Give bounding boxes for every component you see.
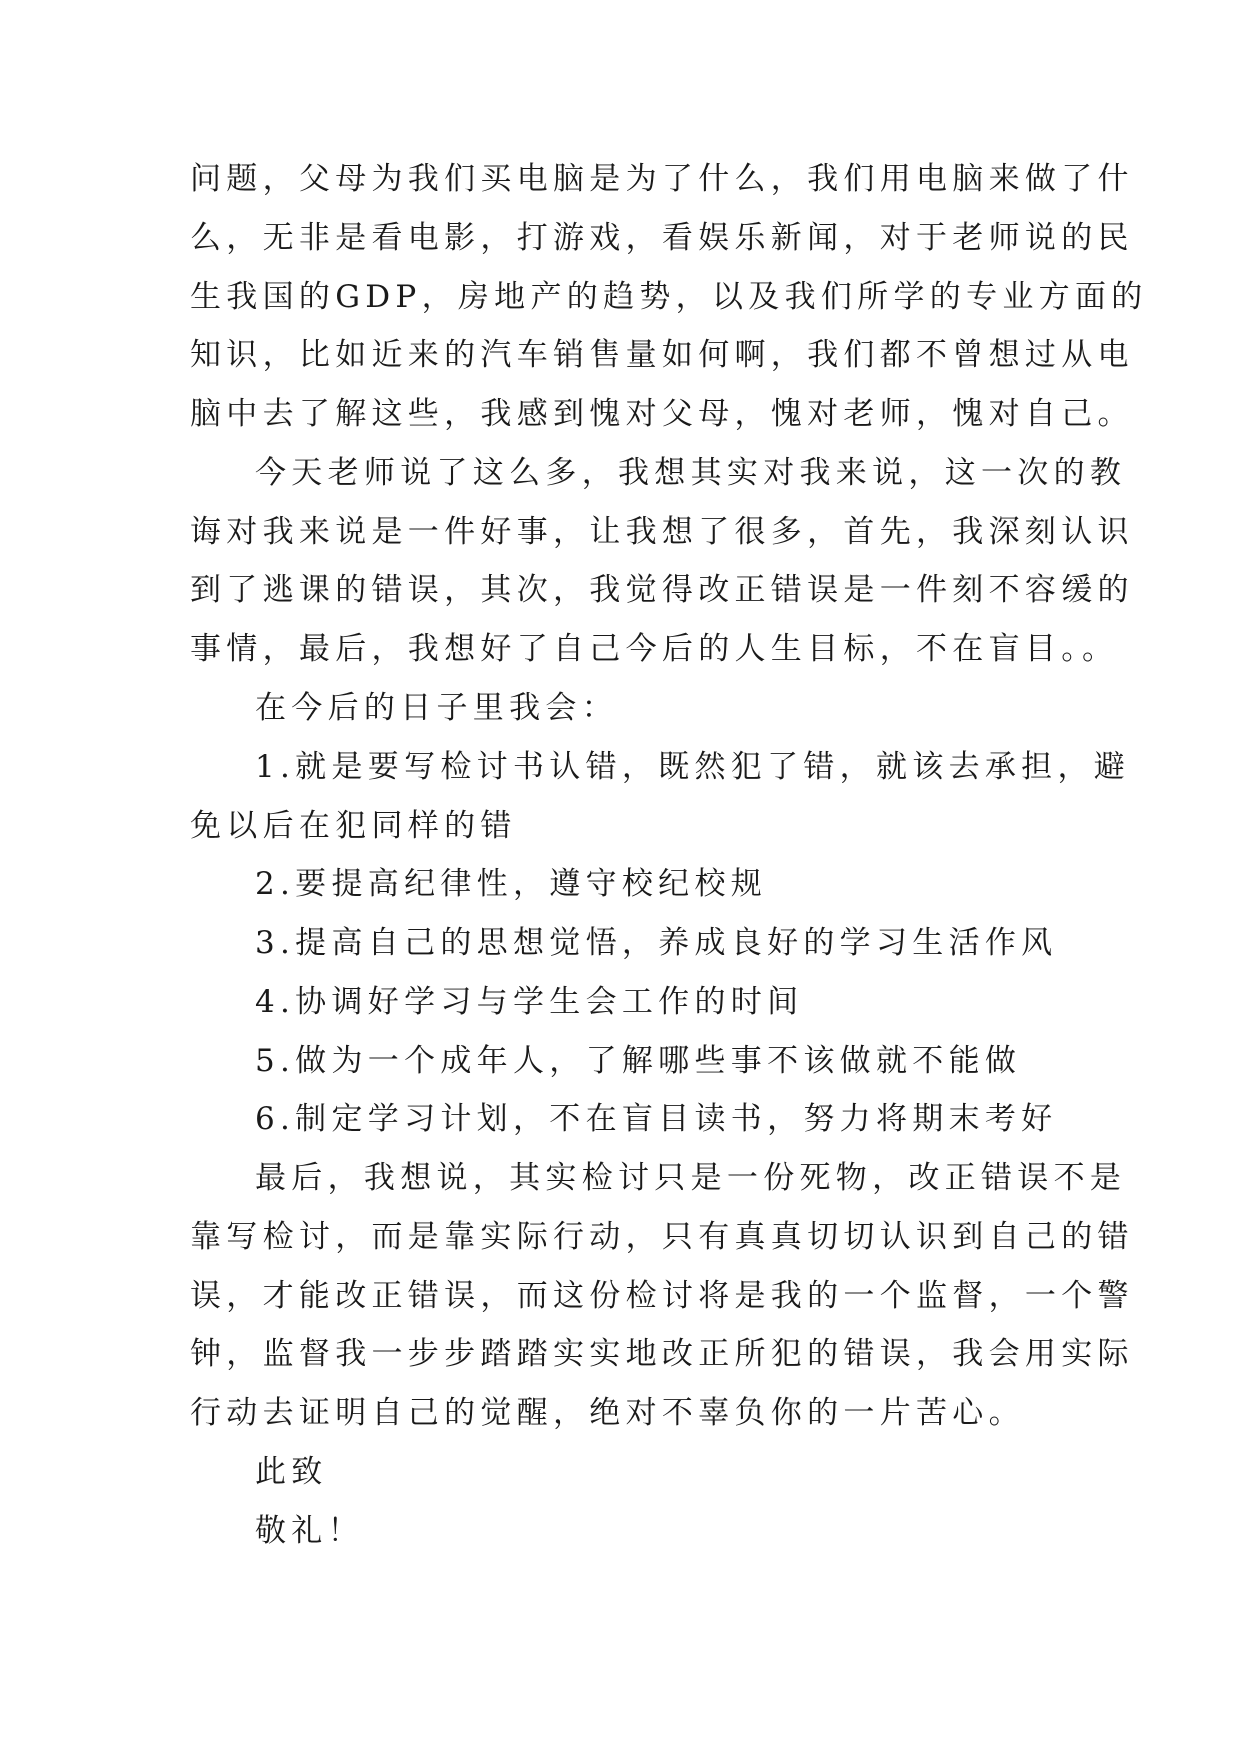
body-line: 脑中去了解这些，我感到愧对父母，愧对老师，愧对自己。	[190, 396, 1134, 432]
list-item-line: 6.制定学习计划，不在盲目读书，努力将期末考好	[255, 1101, 1058, 1137]
body-line: 靠写检讨，而是靠实际行动，只有真真切切认识到自己的错	[190, 1219, 1134, 1255]
body-line: 行动去证明自己的觉醒，绝对不辜负你的一片苦心。	[190, 1395, 1025, 1431]
paragraph-start-line: 在今后的日子里我会：	[255, 690, 618, 726]
body-line: 误，才能改正错误，而这份检讨将是我的一个监督，一个警	[190, 1278, 1134, 1314]
body-line: 生我国的GDP，房地产的趋势，以及我们所学的专业方面的	[190, 279, 1148, 315]
body-line: 问题，父母为我们买电脑是为了什么，我们用电脑来做了什	[190, 161, 1134, 197]
list-item-line: 3.提高自己的思想觉悟，养成良好的学习生活作风	[255, 925, 1058, 961]
body-line: 钟，监督我一步步踏踏实实地改正所犯的错误，我会用实际	[190, 1336, 1134, 1372]
list-item-line: 5.做为一个成年人，了解哪些事不该做就不能做	[255, 1043, 1022, 1079]
list-item-continuation: 免以后在犯同样的错	[190, 808, 517, 844]
body-line: 么，无非是看电影，打游戏，看娱乐新闻，对于老师说的民	[190, 220, 1134, 256]
paragraph-start-line: 今天老师说了这么多，我想其实对我来说，这一次的教	[255, 455, 1127, 491]
body-line: 诲对我来说是一件好事，让我想了很多，首先，我深刻认识	[190, 514, 1134, 550]
list-item-line: 2.要提高纪律性，遵守校纪校规	[255, 866, 768, 902]
body-line: 到了逃课的错误，其次，我觉得改正错误是一件刻不容缓的	[190, 572, 1134, 608]
closing-line: 此致	[255, 1454, 328, 1490]
list-item-line: 1.就是要写检讨书认错，既然犯了错，就该去承担，避	[255, 749, 1131, 785]
paragraph-start-line: 最后，我想说，其实检讨只是一份死物，改正错误不是	[255, 1160, 1127, 1196]
list-item-line: 4.协调好学习与学生会工作的时间	[255, 984, 804, 1020]
body-line: 知识，比如近来的汽车销售量如何啊，我们都不曾想过从电	[190, 337, 1134, 373]
body-line: 事情，最后，我想好了自己今后的人生目标，不在盲目。。	[190, 631, 1119, 667]
salutation-line: 敬礼！	[255, 1513, 364, 1549]
